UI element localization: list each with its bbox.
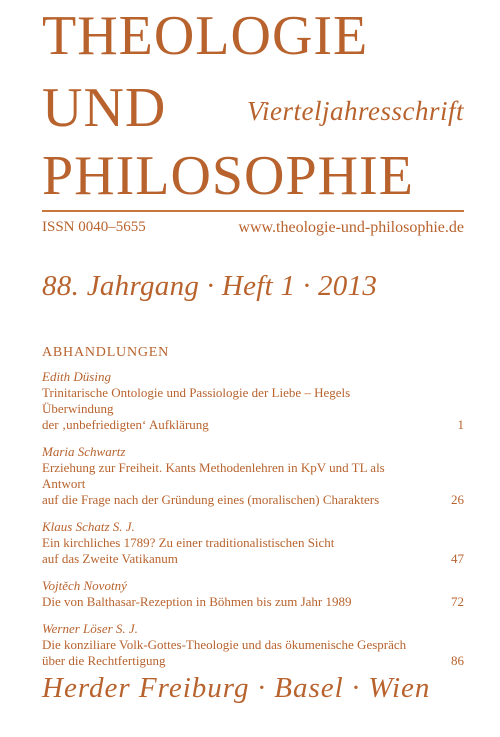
publisher-imprint: Herder Freiburg · Basel · Wien bbox=[42, 672, 431, 704]
article-page-number: 47 bbox=[451, 551, 464, 566]
article-title bbox=[42, 385, 464, 433]
article-title-line: Die konziliare Volk-Gottes-Theologie und das ökumenische Gespräch bbox=[42, 637, 407, 652]
table-of-contents bbox=[42, 368, 464, 679]
toc-entry[interactable] bbox=[42, 577, 464, 610]
article-author: Edith Düsing bbox=[42, 369, 111, 384]
journal-title-line-1: THEOLOGIE bbox=[42, 5, 369, 67]
article-title bbox=[42, 535, 464, 567]
article-page-number: 1 bbox=[457, 417, 464, 432]
article-author: Maria Schwartz bbox=[42, 444, 126, 459]
journal-subtitle: Vierteljahresschrift bbox=[247, 96, 464, 126]
article-title-line: auf das Zweite Vatikanum bbox=[42, 551, 178, 566]
article-page-number: 72 bbox=[451, 594, 464, 609]
article-page-number: 26 bbox=[451, 492, 464, 507]
article-page-number: 86 bbox=[451, 653, 464, 668]
toc-entry[interactable] bbox=[42, 443, 464, 508]
article-title-line: Die von Balthasar-Rezeption in Böhmen bis zum Jahr 1989 bbox=[42, 594, 352, 609]
article-author: Klaus Schatz S. J. bbox=[42, 519, 135, 534]
toc-entry[interactable] bbox=[42, 620, 464, 669]
article-title-line: auf die Frage nach der Gründung eines (moralischen) Charakters bbox=[42, 492, 380, 507]
article-author: Werner Löser S. J. bbox=[42, 621, 138, 636]
toc-entry[interactable] bbox=[42, 368, 464, 433]
article-title-line: Ein kirchliches 1789? Zu einer traditionalistischen Sicht bbox=[42, 535, 335, 550]
article-title-line: über die Rechtfertigung bbox=[42, 653, 166, 668]
masthead-divider bbox=[42, 210, 464, 212]
toc-entry[interactable] bbox=[42, 518, 464, 567]
journal-title-line-3: PHILOSOPHIE bbox=[42, 145, 414, 207]
journal-title-line-2: UND bbox=[42, 77, 167, 139]
section-heading: ABHANDLUNGEN bbox=[42, 345, 170, 360]
issn-number: ISSN 0040–5655 bbox=[42, 219, 146, 235]
article-title bbox=[42, 460, 464, 508]
article-title-line: Trinitarische Ontologie und Passiologie der Liebe – Hegels Überwindung bbox=[42, 385, 351, 416]
article-title bbox=[42, 637, 464, 669]
article-author: Vojtěch Novotný bbox=[42, 578, 127, 593]
article-title-line: Erziehung zur Freiheit. Kants Methodenlehren in KpV und TL als Antwort bbox=[42, 460, 385, 491]
issue-info: 88. Jahrgang · Heft 1 · 2013 bbox=[42, 270, 378, 302]
journal-website-link[interactable]: www.theologie-und-philosophie.de bbox=[238, 219, 464, 236]
article-title-line: der ‚unbefriedigten‘ Aufklärung bbox=[42, 417, 209, 432]
article-title bbox=[42, 594, 464, 610]
